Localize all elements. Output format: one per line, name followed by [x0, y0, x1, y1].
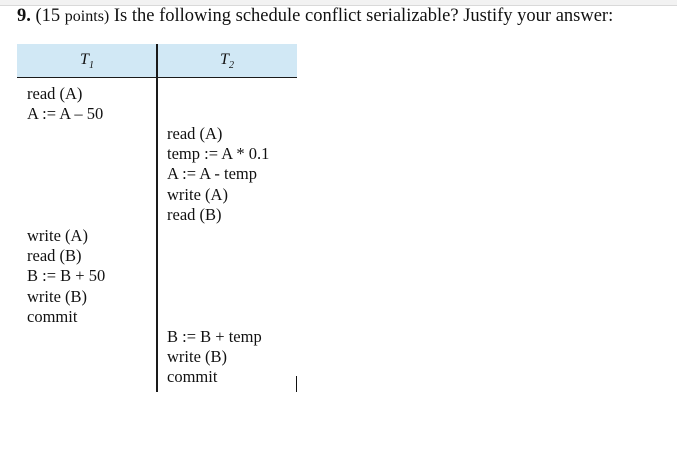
question-number: 9 [17, 6, 27, 26]
operation-line: read (B) [167, 204, 222, 224]
operation-line: write (B) [27, 286, 88, 306]
t1-operations-block-2 [27, 226, 105, 327]
operation-line: write (B) [167, 347, 228, 367]
text-cursor[interactable] [296, 376, 297, 392]
t1-header-subscript: 1 [88, 60, 94, 72]
question-heading: 9. (15 points) Is the following schedule conflict serializable? Justify your answer: [17, 6, 614, 26]
question-points-open: (15 [35, 6, 61, 26]
operation-line: temp := A * 0.1 [167, 144, 270, 164]
operation-line: read (B) [27, 246, 82, 266]
operation-line: write (A) [167, 184, 228, 204]
schedule-table [17, 44, 297, 392]
question-points-word: points) [64, 8, 110, 25]
operation-line: B := B + 50 [27, 266, 106, 286]
operation-line: commit [167, 367, 218, 387]
t2-header-letter: T [220, 51, 229, 68]
t2-header-subscript: 2 [228, 60, 234, 72]
t2-operations-block-2 [167, 327, 262, 388]
operation-line: read (A) [27, 84, 83, 103]
t1-header-letter: T [80, 51, 89, 68]
column-header-t1 [57, 51, 117, 71]
operation-line: commit [27, 306, 78, 326]
column-divider [156, 44, 158, 392]
operation-line: A := A - temp [167, 164, 257, 184]
operation-line: B := B + temp [167, 327, 262, 346]
operation-line: write (A) [27, 226, 88, 245]
t1-operations-block-1 [27, 84, 103, 124]
question-text: Is the following schedule conflict serializable? Justify your answer: [113, 6, 614, 26]
column-header-t2 [197, 51, 257, 71]
t2-operations-block-1 [167, 124, 269, 225]
operation-line: read (A) [167, 124, 223, 143]
operation-line: A := A – 50 [27, 104, 104, 124]
